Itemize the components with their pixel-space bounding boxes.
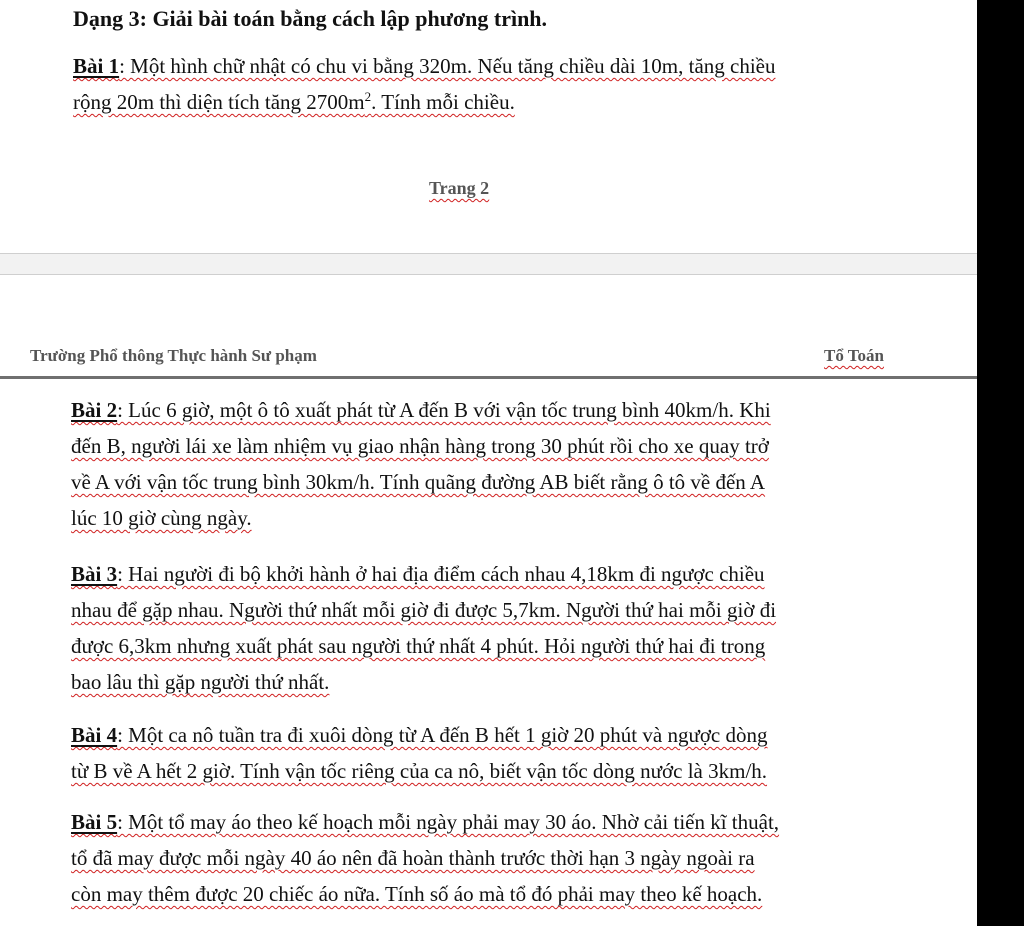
problem-text: : Một ca nô tuần tra đi xuôi dòng từ A đến B hết 1 giờ 20 phút và ngược dòng: [117, 723, 768, 747]
problem-line: đến B, người lái xe làm nhiệm vụ giao nhận hàng trong 30 phút rồi cho xe quay trở: [71, 434, 769, 458]
problem-line: [73, 84, 923, 120]
problem-text: : Hai người đi bộ khởi hành ở hai địa điểm cách nhau 4,18km đi ngược chiều: [117, 562, 765, 586]
problem-text: . Tính mỗi chiều.: [371, 90, 515, 114]
problem-5: [71, 804, 921, 912]
problem-line: còn may thêm được 20 chiếc áo nữa. Tính số áo mà tổ đó phải may theo kế hoạch.: [71, 882, 763, 906]
problem-line: [71, 717, 921, 753]
header-department: Tổ Toán: [824, 346, 885, 365]
page-break-gap: [0, 253, 977, 275]
problem-line: [71, 392, 921, 428]
problem-4: [71, 717, 921, 789]
problem-line: được 6,3km nhưng xuất phát sau người thứ nhất 4 phút. Hỏi người thứ hai đi trong: [71, 634, 766, 658]
problem-label: Bài 2: [71, 398, 118, 422]
problem-line: [71, 804, 921, 840]
problem-label: Bài 1: [73, 54, 120, 78]
problem-line: [71, 556, 921, 592]
document-page-1: [0, 0, 977, 253]
problem-line: từ B về A hết 2 giờ. Tính vận tốc riêng của ca nô, biết vận tốc dòng nước là 3km/h.: [71, 759, 768, 783]
problem-text: rộng 20m thì diện tích tăng 2700m: [73, 90, 365, 114]
problem-2: [71, 392, 921, 536]
area-superscript: 2: [364, 89, 372, 104]
problem-line: về A với vận tốc trung bình 30km/h. Tính quãng đường AB biết rằng ô tô về đến A: [71, 470, 766, 494]
problem-line: tổ đã may được mỗi ngày 40 áo nên đã hoàn thành trước thời hạn 3 ngày ngoài ra: [71, 846, 755, 870]
problem-line: bao lâu thì gặp người thứ nhất.: [71, 670, 330, 694]
page-number-label: Trang 2: [429, 178, 490, 198]
problem-line: lúc 10 giờ cùng ngày.: [71, 506, 252, 530]
problem-text: : Một tổ may áo theo kế hoạch mỗi ngày phải may 30 áo. Nhờ cải tiến kĩ thuật,: [117, 810, 780, 834]
problem-1: [73, 48, 923, 120]
problem-line: [73, 48, 923, 84]
section-title: Dạng 3: Giải bài toán bằng cách lập phương trình.: [73, 6, 548, 31]
problem-3: [71, 556, 921, 700]
header-divider: [0, 376, 977, 379]
problem-line: nhau để gặp nhau. Người thứ nhất mỗi giờ đi được 5,7km. Người thứ hai mỗi giờ đi: [71, 598, 777, 622]
problem-label: Bài 5: [71, 810, 118, 834]
problem-text: : Lúc 6 giờ, một ô tô xuất phát từ A đến B với vận tốc trung bình 40km/h. Khi: [117, 398, 771, 422]
problem-label: Bài 3: [71, 562, 118, 586]
problem-text: : Một hình chữ nhật có chu vi bằng 320m. Nếu tăng chiều dài 10m, tăng chiều: [119, 54, 776, 78]
problem-label: Bài 4: [71, 723, 118, 747]
header-school-name: Trường Phổ thông Thực hành Sư phạm: [30, 346, 317, 365]
